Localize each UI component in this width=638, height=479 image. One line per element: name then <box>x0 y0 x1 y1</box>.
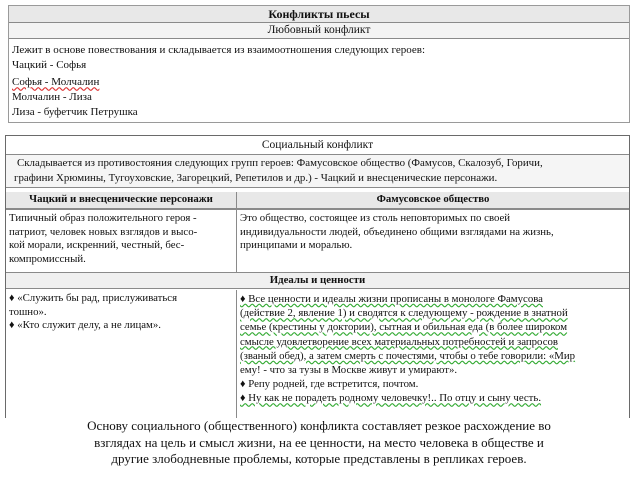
chatsky-description <box>6 210 236 272</box>
caption-line: взглядах на цель и смысл жизни, на ее ценности, на место человека в обществе и <box>94 434 544 450</box>
quote-line: ♦ Ну как не порадеть родному человечку!.. По отцу и сыну честь. <box>240 392 542 405</box>
ideals-heading: Идеалы и ценности <box>6 272 629 289</box>
famusov-description <box>237 210 629 272</box>
column-divider <box>236 290 237 426</box>
love-pair: Чацкий - Софья <box>12 58 87 71</box>
text-line: кой морали, искренний, честный, бес- <box>9 239 185 252</box>
love-conflict-table <box>8 5 630 123</box>
column-head-chatsky: Чацкий и внесценические персонажи <box>6 192 236 209</box>
quote-line: ♦ Репу родней, где встретится, почтом. <box>240 378 419 391</box>
quote-line: семье (крестины у доктории), сытная и обильная еда (в более широком <box>240 321 568 334</box>
love-conflict-heading: Любовный конфликт <box>9 23 629 39</box>
quote-line: смысле удовлетворение всех материальных потребностей и запросов <box>240 335 558 348</box>
quote-line: тошно». <box>9 305 47 318</box>
quote-line: ♦ «Кто служит делу, а не лицам». <box>9 319 161 332</box>
quote-line: ♦ Все ценности и идеалы жизни прописаны в монологе Фамусова <box>240 293 543 305</box>
text-line: Типичный образ положительного героя - <box>9 212 197 224</box>
quote-line: (действие 2, явление 1) и сводятся к следующему - рождение в знатной <box>240 307 568 320</box>
text-line: индивидуальности людей, объединено общими взглядами на жизнь, <box>240 225 554 238</box>
chatsky-ideals <box>6 290 236 424</box>
quote-line: ♦ «Служить бы рад, прислуживаться <box>9 292 178 304</box>
row-divider <box>6 209 629 210</box>
text-line: патриот, человек новых взглядов и высо- <box>9 225 198 238</box>
famusov-ideals <box>237 290 629 424</box>
love-pair: Молчалин - Лиза <box>12 91 92 104</box>
caption <box>0 418 638 479</box>
quote-line: (званый обед), а затем смерть с почестями, чтобы о тебе говорили: «Мир <box>240 349 576 362</box>
love-conflict-intro: Лежит в основе повествования и складывается из взаимоотношения следующих героев: <box>12 44 426 56</box>
love-pair: Софья - Молчалин <box>12 76 100 89</box>
social-conflict-intro <box>6 155 629 188</box>
social-intro-line: Складывается из противостояния следующих групп героев: Фамусовское общество (Фамусов, Скалозуб, Горичи, <box>17 157 543 169</box>
love-pair: Лиза - буфетчик Петрушка <box>12 105 138 118</box>
social-conflict-heading: Социальный конфликт <box>6 136 629 155</box>
text-line: принципами и моралью. <box>240 239 353 252</box>
page-title: Конфликты пьесы <box>9 6 629 23</box>
text-line: Это общество, состоящее из столь неповторимых по своей <box>240 212 511 224</box>
column-divider <box>236 192 237 272</box>
quote-line: ему! - что за тузы в Москве живут и умирают». <box>240 364 458 377</box>
social-intro-line: графини Хрюмины, Тугоуховские, Загорецкий, Репетилов и др.) - Чацкий и внесценические персонажи. <box>14 171 498 184</box>
social-conflict-table <box>5 135 630 425</box>
column-head-famusov: Фамусовское общество <box>237 192 629 209</box>
caption-line: Основу социального (общественного) конфликта составляет резкое расхождение во <box>87 418 551 433</box>
caption-line: другие злободневные проблемы, которые представлены в репликах героев. <box>111 451 527 466</box>
text-line: компромиссный. <box>9 252 86 265</box>
love-conflict-body <box>9 39 629 119</box>
